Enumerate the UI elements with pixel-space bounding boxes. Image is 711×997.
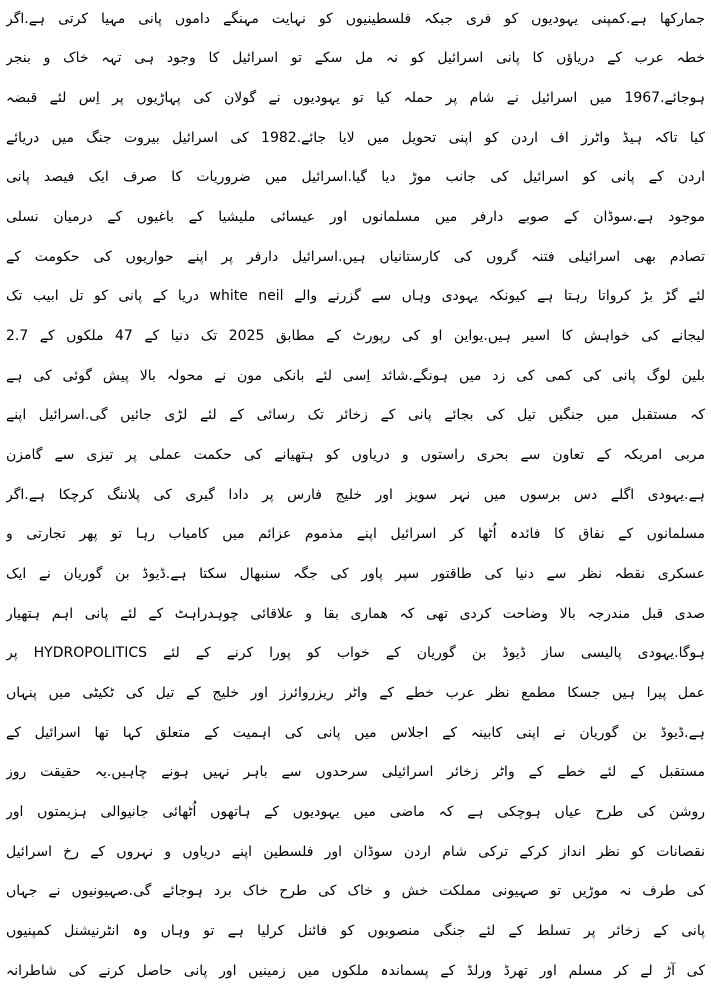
text-line-9: لیجانے کی خواہش کا اسیر ہیں.یواین او کی رپورٹ کے مطابق 2025 تک دنیا کے 47 ملکوں کے 2.7 xyxy=(6,328,705,344)
text-line-1: جمارکھا ہے.کمپنی یہودیوں کو فری جبکہ فلسطینیوں کو نہایت مہنگے داموں پانی مہیا کرتی ہے.اگر xyxy=(6,11,705,27)
text-line-4: کیا تاکہ ہیڈ واٹرز اف اردن کو اپنی تحویل میں لایا جائے.1982 کی اسرائیل بیروت جنگ میں دریائے xyxy=(6,130,705,146)
text-line-12: مربی امریکہ کے تعاون سے بحری راستوں و دریاوں کو ہتھیانے کی حکمت عملی پر تیزی سے گامزن xyxy=(6,447,705,463)
text-line-3: ہوجائے.1967 میں اسرائیل نے شام پر حملہ کیا تو یہودیوں نے گولان کی پہاڑیوں پر اِس لئے قبضہ xyxy=(6,90,705,106)
text-line-16: صدی قبل مندرجہ بالا وضاحت کردی تھی کہ ھماری بقا و علاقائی چوہدراہٹ کے لئے پانی اہم ہتھیار xyxy=(6,606,705,622)
text-line-25: کی آڑ لے کر مسلم اور تھرڈ ورلڈ کے پسماندہ ملکوں میں زمینیں اور پانی حاصل کرنے کی شاطرانہ xyxy=(6,963,705,979)
text-line-19: ہے.ڈیوڈ بن گوریان نے اپنی کابینہ کے اجلاس میں پانی کی اہمیت کے متعلق کہا تھا اسرائیل کے xyxy=(6,725,705,741)
text-line-18: عمل پیرا ہیں جسکا مطمع نظر عرب خطے کے واٹر ریزروائرز اور خلیج کے تیل کی ٹکیٹی میں پنہاں xyxy=(6,685,705,701)
text-line-20: مستقبل کے لئے خطے کے واٹر زخائر اسرائیلی سرحدوں سے باہر نہیں ہونے چاہیں.یہ حقیقت روز xyxy=(6,764,705,780)
document-page xyxy=(6,0,705,997)
text-line-24: پانی کے زخائر پر تسلط کے لئے جنگی منصوبوں کو فائنل کرلیا ہے تو وہاں وہ انٹرنیشنل کمپنیوں xyxy=(6,923,705,939)
text-line-23: کی طرف نہ موڑیں تو صہیونی مملکت خش و خاک کی طرح خاک برد ہوجائے گی.صہیونیوں نے جہاں xyxy=(6,883,705,899)
text-line-14: مسلمانوں کے نفاق کا فائدہ اُٹھا کر اسرائیل اپنے مذموم عزائم میں کامیاب رہا تو پھر تجارتی و xyxy=(6,526,705,542)
text-line-2: خطہ عرب کے دریاؤں کا پانی اسرائیل کو نہ مل سکے تو اسرائیل کا وجود ہی تہہ خاک و بنجر xyxy=(6,50,705,66)
text-line-6: موجود ہے.سوڈان کے صوبے دارفر میں مسلمانوں اور عیسائی ملیشیا کے باغیوں کے درمیان نسلی xyxy=(6,209,705,225)
text-line-7: تصادم بھی اسرائیلی فتنہ گروں کی کارستانیاں ہیں.اسرائیل دارفر پر اپنے حواریوں کی حکومت کے xyxy=(6,249,705,265)
text-line-8: لئے گڑ بڑ کرواتا رہتا ہے کیونکہ یہودی وہاں سے گزرنے والے white neil دریا کے پانی کو تل ابیب تک xyxy=(6,288,705,304)
text-line-10: بلین لوگ پانی کی کمی کی زد میں ہونگے.شائد اِسی لئے بانکی مون نے محولہ بالا پیش گوئی کی ہے xyxy=(6,368,705,384)
text-line-17: ہوگا.یہودی پالیسی ساز ڈیوڈ بن گوریان کے خواب کو پورا کرنے کے لئے HYDROPOLITICS پر xyxy=(6,645,705,661)
text-line-11: کہ مستقبل میں جنگیں تیل کی بجائے پانی کے زخائر تک رسائی کے لئے لڑی جائیں گی.اسرائیل اپنے xyxy=(6,407,705,423)
text-line-21: روشن کی طرح عیاں ہوچکی ہے کہ ماضی میں یہودیوں کے ہاتھوں اُٹھائی جانیوالی ہزیمتوں اور xyxy=(6,804,705,820)
text-line-22: نقصانات کو نظر انداز کرکے ترکی شام اردن سوڈان اور فلسطین اپنے دریاوں و نہروں کے رخ اسرائیل xyxy=(6,844,705,860)
text-line-15: عسکری نقطہ نظر سے دنیا کی طاقتور سپر پاور کی جگہ سنبھال سکتا ہے.ڈیوڈ بن گوریان نے ایک xyxy=(6,566,705,582)
text-line-13: ہے.یہودی اگلے دس برسوں میں نہر سویز اور خلیج فارس پر دادا گیری کی پلاننگ کرچکا ہے.اگر xyxy=(6,487,705,503)
text-line-5: اردن کے پانی کو اسرائیل کی جانب موڑ دیا گیا.اسرائیل میں ضروریات کا صرف ایک فیصد پانی xyxy=(6,169,705,185)
